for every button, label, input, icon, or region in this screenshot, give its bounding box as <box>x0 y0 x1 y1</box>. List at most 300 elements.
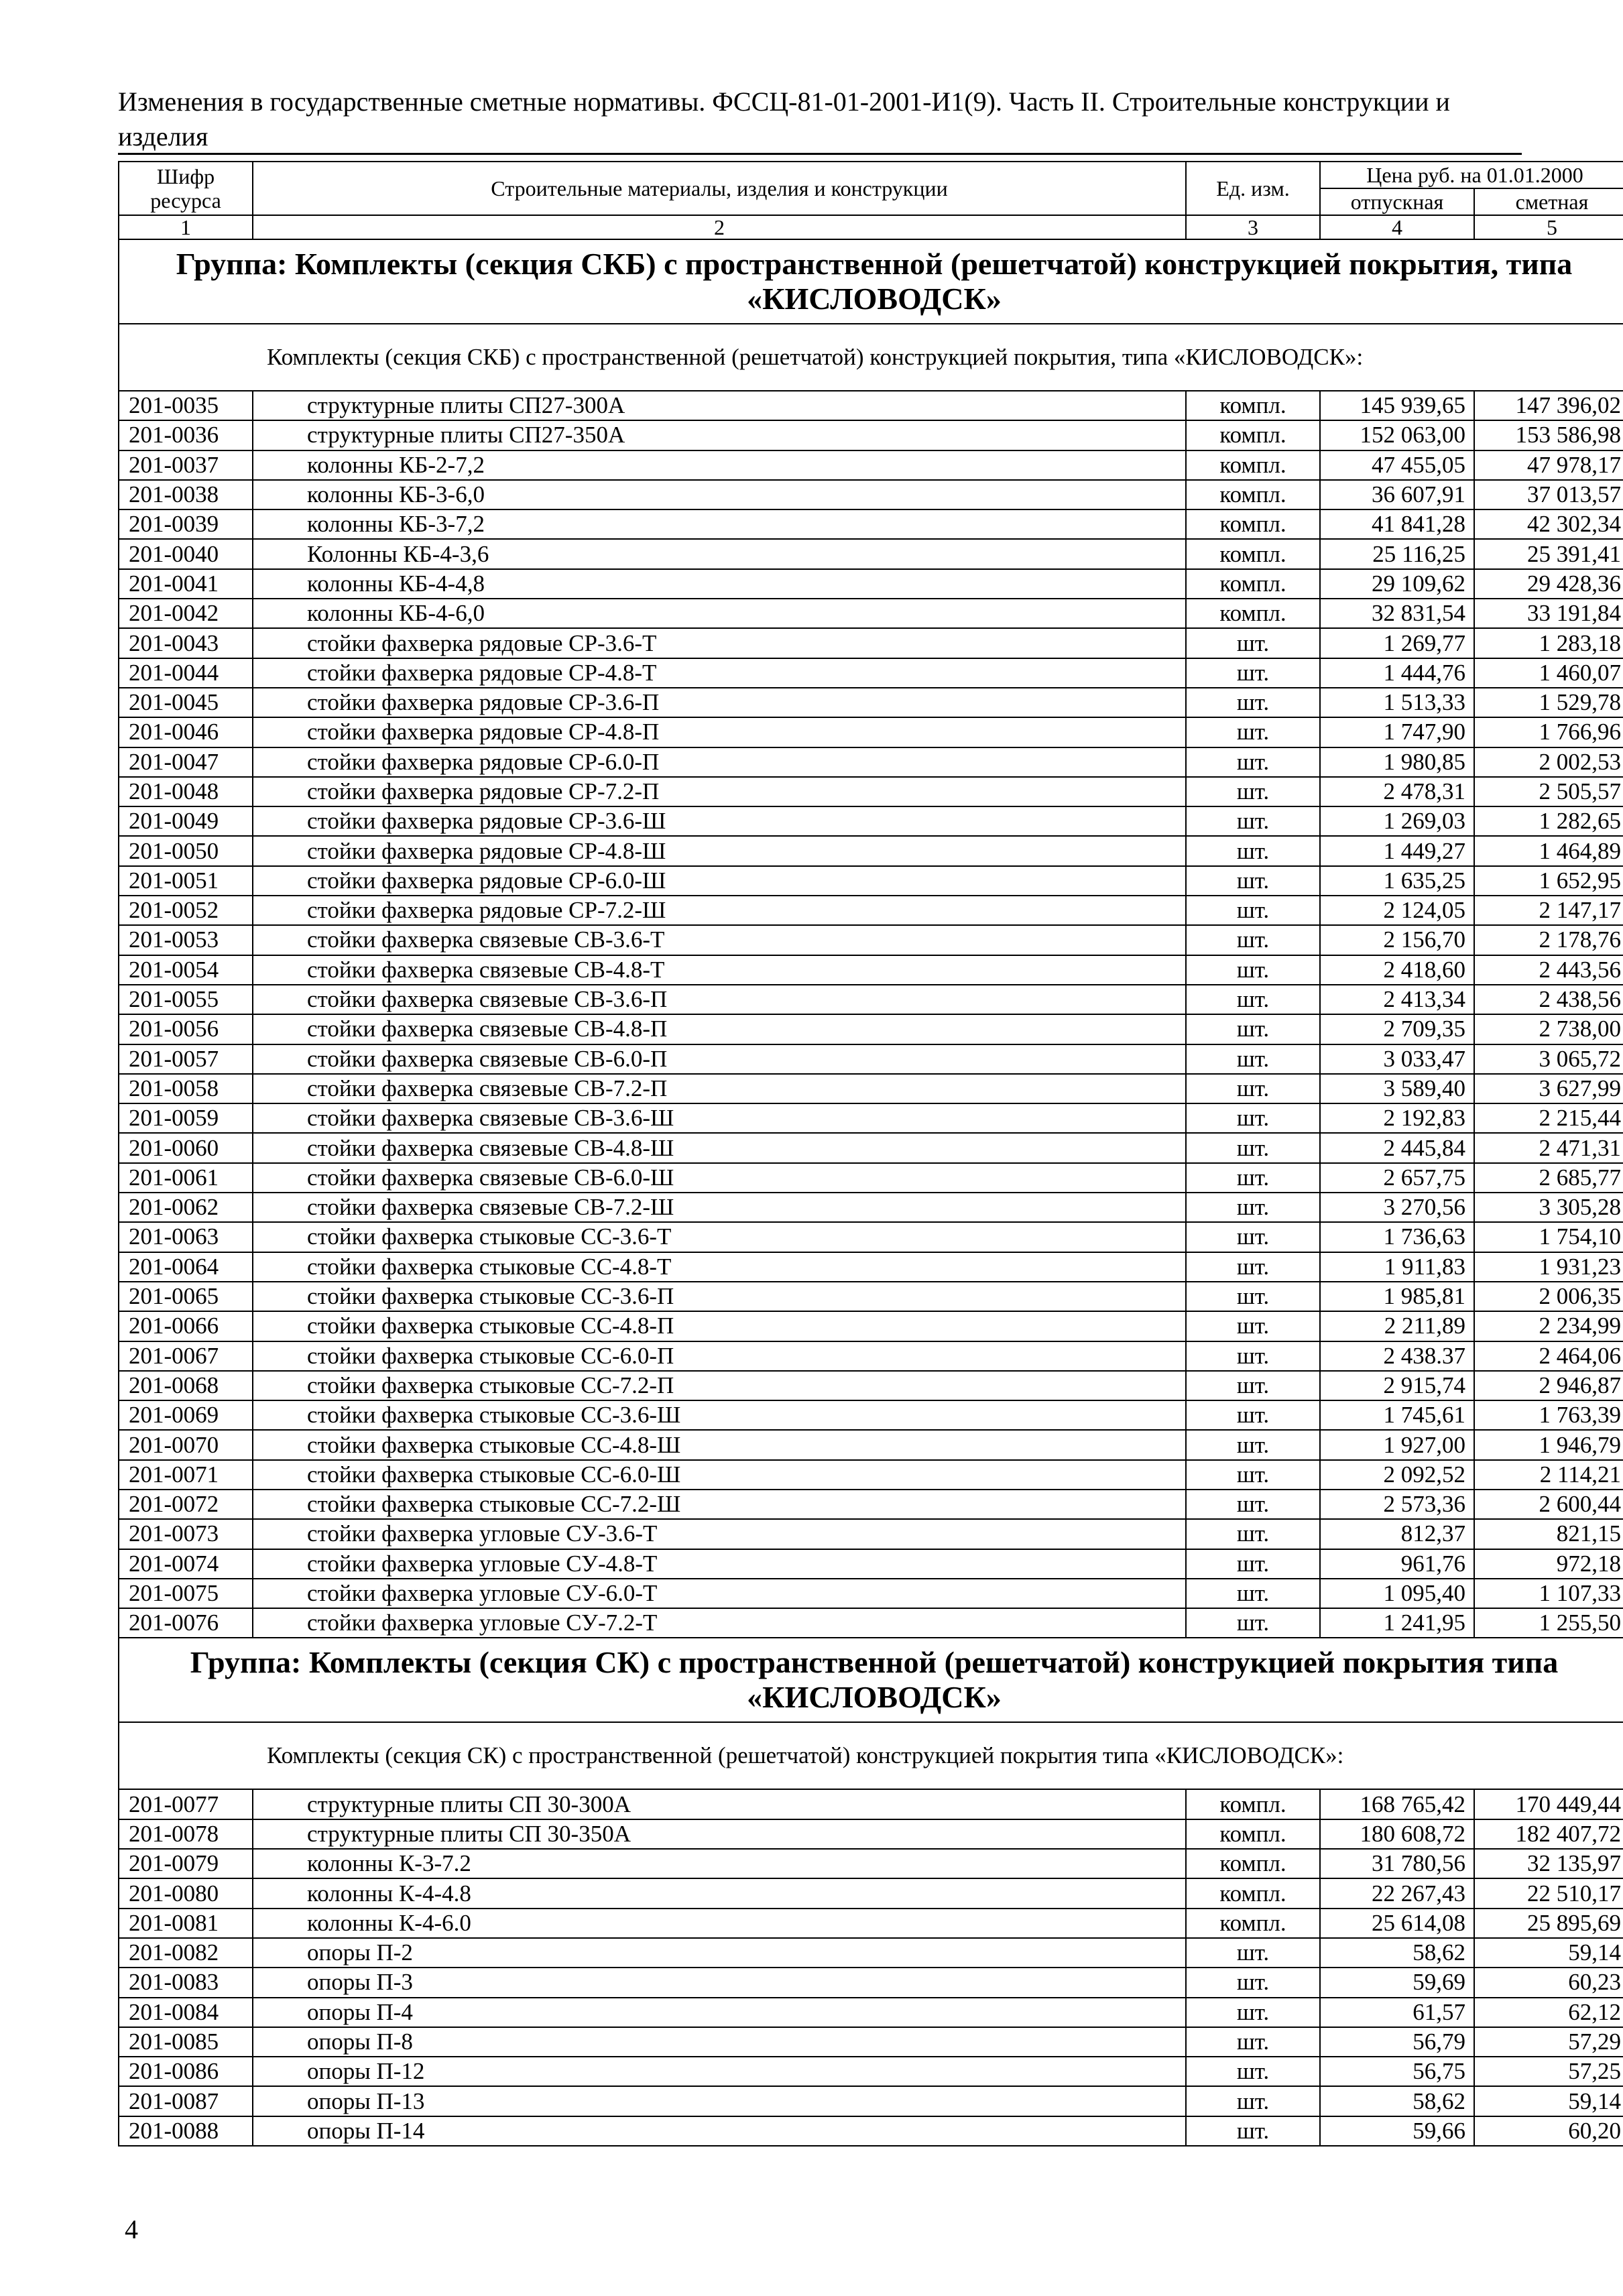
estimate-price: 2 685,77 <box>1474 1163 1623 1193</box>
resource-code: 201-0073 <box>119 1519 253 1549</box>
release-price: 56,75 <box>1320 2057 1474 2086</box>
table-row <box>119 2057 1623 2086</box>
material-name: колонны КБ-2-7,2 <box>253 450 1186 480</box>
release-price: 25 614,08 <box>1320 1909 1474 1938</box>
resource-code: 201-0062 <box>119 1193 253 1222</box>
resource-code: 201-0071 <box>119 1460 253 1490</box>
resource-code: 201-0088 <box>119 2116 253 2146</box>
estimate-price: 2 464,06 <box>1474 1341 1623 1371</box>
release-price: 152 063,00 <box>1320 420 1474 450</box>
unit: компл. <box>1186 450 1320 480</box>
unit: компл. <box>1186 509 1320 539</box>
estimate-price: 182 407,72 <box>1474 1819 1623 1849</box>
estimate-price: 57,25 <box>1474 2057 1623 2086</box>
table-row <box>119 1608 1623 1638</box>
table-row <box>119 777 1623 806</box>
unit: шт. <box>1186 1044 1320 1074</box>
unit: шт. <box>1186 2086 1320 2116</box>
table-row <box>119 599 1623 628</box>
release-price: 1 444,76 <box>1320 658 1474 688</box>
unit: компл. <box>1186 539 1320 568</box>
table-row <box>119 450 1623 480</box>
col-number: 1 <box>119 215 253 239</box>
estimate-price: 29 428,36 <box>1474 569 1623 599</box>
material-name: стойки фахверка стыковые СС-6.0-П <box>253 1341 1186 1371</box>
resource-code: 201-0075 <box>119 1579 253 1608</box>
estimate-price: 147 396,02 <box>1474 391 1623 420</box>
resource-code: 201-0048 <box>119 777 253 806</box>
resource-code: 201-0046 <box>119 717 253 747</box>
table-row <box>119 2116 1623 2146</box>
release-price: 56,79 <box>1320 2027 1474 2057</box>
group-title-row <box>119 1638 1623 1722</box>
table-row <box>119 985 1623 1014</box>
material-name: опоры П-12 <box>253 2057 1186 2086</box>
resource-code: 201-0064 <box>119 1252 253 1282</box>
table-row <box>119 1103 1623 1133</box>
material-name: колонны КБ-3-7,2 <box>253 509 1186 539</box>
table-row <box>119 480 1623 509</box>
table-row <box>119 925 1623 955</box>
material-name: структурные плиты СП 30-300А <box>253 1789 1186 1819</box>
resource-code: 201-0072 <box>119 1490 253 1519</box>
release-price: 61,57 <box>1320 1998 1474 2027</box>
estimate-price: 2 438,56 <box>1474 985 1623 1014</box>
resource-code: 201-0038 <box>119 480 253 509</box>
table-row <box>119 836 1623 865</box>
resource-code: 201-0076 <box>119 1608 253 1638</box>
material-name: стойки фахверка связевые СВ-7.2-Ш <box>253 1193 1186 1222</box>
table-row <box>119 806 1623 836</box>
resource-code: 201-0084 <box>119 1998 253 2027</box>
table-row <box>119 569 1623 599</box>
release-price: 2 573,36 <box>1320 1490 1474 1519</box>
estimate-price: 62,12 <box>1474 1998 1623 2027</box>
table-row <box>119 1341 1623 1371</box>
unit: компл. <box>1186 1909 1320 1938</box>
material-name: структурные плиты СП 30-350А <box>253 1819 1186 1849</box>
material-name: колонны КБ-4-6,0 <box>253 599 1186 628</box>
estimate-price: 1 107,33 <box>1474 1579 1623 1608</box>
resource-code: 201-0077 <box>119 1789 253 1819</box>
resource-code: 201-0087 <box>119 2086 253 2116</box>
header-rule <box>118 153 1522 155</box>
estimate-price: 2 600,44 <box>1474 1490 1623 1519</box>
estimate-price: 1 460,07 <box>1474 658 1623 688</box>
table-row <box>119 2086 1623 2116</box>
material-name: стойки фахверка связевые СВ-4.8-Ш <box>253 1133 1186 1162</box>
table-row <box>119 1014 1623 1044</box>
release-price: 59,66 <box>1320 2116 1474 2146</box>
unit: шт. <box>1186 1282 1320 1311</box>
unit: шт. <box>1186 1968 1320 1997</box>
release-price: 22 267,43 <box>1320 1878 1474 1908</box>
estimate-price: 2 738,00 <box>1474 1014 1623 1044</box>
estimate-price: 1 529,78 <box>1474 688 1623 717</box>
resource-code: 201-0066 <box>119 1311 253 1341</box>
unit: шт. <box>1186 1579 1320 1608</box>
material-name: стойки фахверка рядовые СР-4.8-Т <box>253 658 1186 688</box>
resource-code: 201-0085 <box>119 2027 253 2057</box>
release-price: 36 607,91 <box>1320 480 1474 509</box>
table-row <box>119 1878 1623 1908</box>
col-header-name: Строительные материалы, изделия и конструкции <box>253 162 1186 215</box>
resource-code: 201-0057 <box>119 1044 253 1074</box>
estimate-price: 1 283,18 <box>1474 628 1623 658</box>
release-price: 2 709,35 <box>1320 1014 1474 1044</box>
material-name: колонны К-4-4.8 <box>253 1878 1186 1908</box>
unit: шт. <box>1186 1014 1320 1044</box>
material-name: стойки фахверка угловые СУ-7.2-Т <box>253 1608 1186 1638</box>
estimate-price: 1 763,39 <box>1474 1400 1623 1430</box>
unit: шт. <box>1186 1400 1320 1430</box>
resource-code: 201-0035 <box>119 391 253 420</box>
estimate-price: 25 391,41 <box>1474 539 1623 568</box>
document-header-title: Изменения в государственные сметные нормативы. ФССЦ-81-01-2001-И1(9). Часть II. Строительные конструкции и изделия <box>118 86 1450 152</box>
resource-code: 201-0049 <box>119 806 253 836</box>
unit: шт. <box>1186 1163 1320 1193</box>
material-name: стойки фахверка связевые СВ-7.2-П <box>253 1074 1186 1103</box>
table-row <box>119 1519 1623 1549</box>
resource-code: 201-0044 <box>119 658 253 688</box>
col-header-release-price: отпускная <box>1320 188 1474 215</box>
table-row <box>119 1998 1623 2027</box>
release-price: 1 635,25 <box>1320 866 1474 896</box>
table-row <box>119 1938 1623 1968</box>
group-title-row <box>119 239 1623 324</box>
subgroup-title-row <box>119 324 1623 391</box>
estimate-price: 2 505,57 <box>1474 777 1623 806</box>
estimate-price: 1 931,23 <box>1474 1252 1623 1282</box>
release-price: 2 413,34 <box>1320 985 1474 1014</box>
estimate-price: 2 002,53 <box>1474 747 1623 777</box>
table-row <box>119 1044 1623 1074</box>
estimate-price: 60,23 <box>1474 1968 1623 1997</box>
col-number: 4 <box>1320 215 1474 239</box>
material-name: стойки фахверка рядовые СР-3.6-П <box>253 688 1186 717</box>
estimate-price: 1 255,50 <box>1474 1608 1623 1638</box>
release-price: 1 095,40 <box>1320 1579 1474 1608</box>
material-name: стойки фахверка рядовые СР-4.8-Ш <box>253 836 1186 865</box>
unit: шт. <box>1186 1430 1320 1459</box>
release-price: 3 589,40 <box>1320 1074 1474 1103</box>
unit: шт. <box>1186 1998 1320 2027</box>
unit: шт. <box>1186 747 1320 777</box>
resource-code: 201-0068 <box>119 1371 253 1400</box>
estimate-price: 1 946,79 <box>1474 1430 1623 1459</box>
estimate-price: 37 013,57 <box>1474 480 1623 509</box>
unit: шт. <box>1186 896 1320 925</box>
unit: шт. <box>1186 955 1320 985</box>
release-price: 1 747,90 <box>1320 717 1474 747</box>
estimate-price: 170 449,44 <box>1474 1789 1623 1819</box>
table-row <box>119 1579 1623 1608</box>
material-name: стойки фахверка рядовые СР-3.6-Ш <box>253 806 1186 836</box>
material-name: стойки фахверка рядовые СР-3.6-Т <box>253 628 1186 658</box>
unit: шт. <box>1186 1490 1320 1519</box>
estimate-price: 2 114,21 <box>1474 1460 1623 1490</box>
release-price: 3 270,56 <box>1320 1193 1474 1222</box>
resource-code: 201-0061 <box>119 1163 253 1193</box>
unit: шт. <box>1186 925 1320 955</box>
unit: компл. <box>1186 480 1320 509</box>
unit: шт. <box>1186 688 1320 717</box>
unit: шт. <box>1186 1608 1320 1638</box>
unit: шт. <box>1186 1341 1320 1371</box>
unit: шт. <box>1186 1311 1320 1341</box>
release-price: 180 608,72 <box>1320 1819 1474 1849</box>
table-row <box>119 896 1623 925</box>
material-name: стойки фахверка связевые СВ-3.6-Ш <box>253 1103 1186 1133</box>
unit: компл. <box>1186 420 1320 450</box>
table-row <box>119 1819 1623 1849</box>
resource-code: 201-0081 <box>119 1909 253 1938</box>
release-price: 2 418,60 <box>1320 955 1474 985</box>
table-row <box>119 1430 1623 1459</box>
unit: шт. <box>1186 2027 1320 2057</box>
release-price: 2 915,74 <box>1320 1371 1474 1400</box>
release-price: 1 241,95 <box>1320 1608 1474 1638</box>
col-number: 5 <box>1474 215 1623 239</box>
table-row <box>119 1074 1623 1103</box>
material-name: стойки фахверка стыковые СС-4.8-Т <box>253 1252 1186 1282</box>
estimate-price: 2 147,17 <box>1474 896 1623 925</box>
material-name: опоры П-8 <box>253 2027 1186 2057</box>
estimate-price: 25 895,69 <box>1474 1909 1623 1938</box>
resource-code: 201-0078 <box>119 1819 253 1849</box>
release-price: 41 841,28 <box>1320 509 1474 539</box>
resource-code: 201-0063 <box>119 1222 253 1252</box>
table-row <box>119 1163 1623 1193</box>
release-price: 1 745,61 <box>1320 1400 1474 1430</box>
material-name: стойки фахверка стыковые СС-7.2-П <box>253 1371 1186 1400</box>
material-name: стойки фахверка связевые СВ-6.0-Ш <box>253 1163 1186 1193</box>
release-price: 2 192,83 <box>1320 1103 1474 1133</box>
estimate-price: 2 178,76 <box>1474 925 1623 955</box>
release-price: 1 980,85 <box>1320 747 1474 777</box>
unit: компл. <box>1186 569 1320 599</box>
table-row <box>119 628 1623 658</box>
estimate-price: 1 282,65 <box>1474 806 1623 836</box>
table-row <box>119 658 1623 688</box>
release-price: 812,37 <box>1320 1519 1474 1549</box>
material-name: стойки фахверка рядовые СР-4.8-П <box>253 717 1186 747</box>
material-name: опоры П-13 <box>253 2086 1186 2116</box>
unit: шт. <box>1186 806 1320 836</box>
estimate-price: 3 305,28 <box>1474 1193 1623 1222</box>
unit: шт. <box>1186 717 1320 747</box>
resource-code: 201-0045 <box>119 688 253 717</box>
table-row <box>119 1133 1623 1162</box>
material-name: стойки фахверка связевые СВ-3.6-Т <box>253 925 1186 955</box>
resource-code: 201-0058 <box>119 1074 253 1103</box>
material-name: опоры П-2 <box>253 1938 1186 1968</box>
release-price: 1 927,00 <box>1320 1430 1474 1459</box>
estimate-price: 1 754,10 <box>1474 1222 1623 1252</box>
table-row <box>119 717 1623 747</box>
material-name: стойки фахверка угловые СУ-6.0-Т <box>253 1579 1186 1608</box>
material-name: Колонны КБ-4-3,6 <box>253 539 1186 568</box>
estimate-price: 2 006,35 <box>1474 1282 1623 1311</box>
unit: шт. <box>1186 777 1320 806</box>
material-name: колонны К-3-7.2 <box>253 1849 1186 1878</box>
resource-code: 201-0052 <box>119 896 253 925</box>
table-row <box>119 1909 1623 1938</box>
release-price: 25 116,25 <box>1320 539 1474 568</box>
estimate-price: 57,29 <box>1474 2027 1623 2057</box>
material-name: стойки фахверка рядовые СР-7.2-П <box>253 777 1186 806</box>
release-price: 2 657,75 <box>1320 1163 1474 1193</box>
unit: шт. <box>1186 1133 1320 1162</box>
release-price: 29 109,62 <box>1320 569 1474 599</box>
estimate-price: 972,18 <box>1474 1549 1623 1579</box>
table-row <box>119 539 1623 568</box>
material-name: колонны КБ-3-6,0 <box>253 480 1186 509</box>
material-name: колонны К-4-6.0 <box>253 1909 1186 1938</box>
unit: шт. <box>1186 1103 1320 1133</box>
unit: компл. <box>1186 391 1320 420</box>
material-name: стойки фахверка стыковые СС-6.0-Ш <box>253 1460 1186 1490</box>
estimate-price: 47 978,17 <box>1474 450 1623 480</box>
release-price: 2 445,84 <box>1320 1133 1474 1162</box>
estimate-price: 22 510,17 <box>1474 1878 1623 1908</box>
resource-code: 201-0074 <box>119 1549 253 1579</box>
table-row <box>119 1193 1623 1222</box>
estimate-price: 153 586,98 <box>1474 420 1623 450</box>
material-name: стойки фахверка связевые СВ-6.0-П <box>253 1044 1186 1074</box>
unit: шт. <box>1186 985 1320 1014</box>
resource-code: 201-0069 <box>119 1400 253 1430</box>
material-name: стойки фахверка рядовые СР-7.2-Ш <box>253 896 1186 925</box>
table-row <box>119 1400 1623 1430</box>
release-price: 2 156,70 <box>1320 925 1474 955</box>
unit: компл. <box>1186 1789 1320 1819</box>
material-name: опоры П-3 <box>253 1968 1186 1997</box>
resource-code: 201-0083 <box>119 1968 253 1997</box>
table-row <box>119 1222 1623 1252</box>
release-price: 961,76 <box>1320 1549 1474 1579</box>
material-name: стойки фахверка связевые СВ-4.8-П <box>253 1014 1186 1044</box>
release-price: 1 269,03 <box>1320 806 1474 836</box>
release-price: 145 939,65 <box>1320 391 1474 420</box>
table-row <box>119 2027 1623 2057</box>
material-name: стойки фахверка стыковые СС-3.6-П <box>253 1282 1186 1311</box>
table-row <box>119 866 1623 896</box>
unit: компл. <box>1186 1878 1320 1908</box>
material-name: опоры П-14 <box>253 2116 1186 2146</box>
release-price: 1 911,83 <box>1320 1252 1474 1282</box>
unit: шт. <box>1186 1193 1320 1222</box>
estimate-price: 2 946,87 <box>1474 1371 1623 1400</box>
unit: шт. <box>1186 1460 1320 1490</box>
table-row <box>119 747 1623 777</box>
release-price: 168 765,42 <box>1320 1789 1474 1819</box>
release-price: 2 478,31 <box>1320 777 1474 806</box>
material-name: стойки фахверка рядовые СР-6.0-Ш <box>253 866 1186 896</box>
estimate-price: 3 065,72 <box>1474 1044 1623 1074</box>
unit: шт. <box>1186 658 1320 688</box>
unit: шт. <box>1186 1519 1320 1549</box>
estimate-price: 1 766,96 <box>1474 717 1623 747</box>
material-name: стойки фахверка стыковые СС-4.8-П <box>253 1311 1186 1341</box>
release-price: 1 985,81 <box>1320 1282 1474 1311</box>
estimate-price: 33 191,84 <box>1474 599 1623 628</box>
resource-code: 201-0040 <box>119 539 253 568</box>
table-row <box>119 1460 1623 1490</box>
table-row <box>119 688 1623 717</box>
subgroup-title: Комплекты (секция СКБ) с пространственной (решетчатой) конструкцией покрытия, типа «КИСЛОВОДСК»: <box>119 324 1623 391</box>
material-name: стойки фахверка связевые СВ-4.8-Т <box>253 955 1186 985</box>
release-price: 1 269,77 <box>1320 628 1474 658</box>
estimate-price: 32 135,97 <box>1474 1849 1623 1878</box>
table-row <box>119 420 1623 450</box>
resource-code: 201-0065 <box>119 1282 253 1311</box>
subgroup-title-row <box>119 1722 1623 1789</box>
unit: шт. <box>1186 1252 1320 1282</box>
estimate-price: 60,20 <box>1474 2116 1623 2146</box>
estimate-price: 2 215,44 <box>1474 1103 1623 1133</box>
resource-code: 201-0070 <box>119 1430 253 1459</box>
col-header-code: Шифр ресурса <box>119 162 253 215</box>
material-name: стойки фахверка рядовые СР-6.0-П <box>253 747 1186 777</box>
table-row <box>119 955 1623 985</box>
resource-code: 201-0056 <box>119 1014 253 1044</box>
resource-code: 201-0067 <box>119 1341 253 1371</box>
release-price: 58,62 <box>1320 1938 1474 1968</box>
release-price: 47 455,05 <box>1320 450 1474 480</box>
estimate-price: 1 464,89 <box>1474 836 1623 865</box>
unit: шт. <box>1186 1222 1320 1252</box>
resource-code: 201-0036 <box>119 420 253 450</box>
table-row <box>119 1311 1623 1341</box>
resource-code: 201-0041 <box>119 569 253 599</box>
resource-code: 201-0055 <box>119 985 253 1014</box>
table-row <box>119 1549 1623 1579</box>
estimate-price: 2 234,99 <box>1474 1311 1623 1341</box>
unit: шт. <box>1186 866 1320 896</box>
release-price: 2 092,52 <box>1320 1460 1474 1490</box>
release-price: 3 033,47 <box>1320 1044 1474 1074</box>
unit: компл. <box>1186 1849 1320 1878</box>
estimate-price: 3 627,99 <box>1474 1074 1623 1103</box>
resource-code: 201-0039 <box>119 509 253 539</box>
table-row <box>119 509 1623 539</box>
release-price: 1 736,63 <box>1320 1222 1474 1252</box>
table-row <box>119 1789 1623 1819</box>
material-name: стойки фахверка стыковые СС-4.8-Ш <box>253 1430 1186 1459</box>
material-name: колонны КБ-4-4,8 <box>253 569 1186 599</box>
subgroup-title: Комплекты (секция СК) с пространственной (решетчатой) конструкцией покрытия типа «КИСЛОВОДСК»: <box>119 1722 1623 1789</box>
resource-code: 201-0059 <box>119 1103 253 1133</box>
resource-code: 201-0086 <box>119 2057 253 2086</box>
col-header-unit: Ед. изм. <box>1186 162 1320 215</box>
unit: шт. <box>1186 836 1320 865</box>
release-price: 2 211,89 <box>1320 1311 1474 1341</box>
estimate-price: 59,14 <box>1474 1938 1623 1968</box>
resource-code: 201-0051 <box>119 866 253 896</box>
resource-code: 201-0082 <box>119 1938 253 1968</box>
estimate-price: 2 443,56 <box>1474 955 1623 985</box>
release-price: 58,62 <box>1320 2086 1474 2116</box>
material-name: стойки фахверка угловые СУ-3.6-Т <box>253 1519 1186 1549</box>
release-price: 2 438.37 <box>1320 1341 1474 1371</box>
material-name: опоры П-4 <box>253 1998 1186 2027</box>
material-name: стойки фахверка стыковые СС-7.2-Ш <box>253 1490 1186 1519</box>
unit: шт. <box>1186 1074 1320 1103</box>
table-row <box>119 1371 1623 1400</box>
release-price: 1 513,33 <box>1320 688 1474 717</box>
resource-code: 201-0054 <box>119 955 253 985</box>
